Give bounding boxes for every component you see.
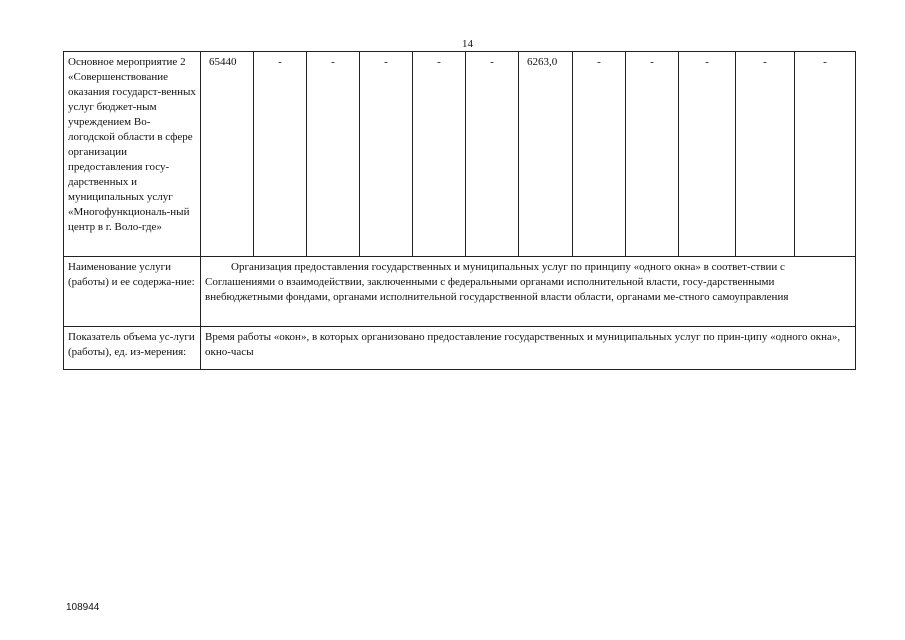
- value-cell: -: [307, 52, 360, 257]
- value-cell: -: [736, 52, 795, 257]
- table-row-volume-indicator: [64, 327, 856, 370]
- service-name-text: Организация предоставления государственных и муниципальных услуг по принципу «одного окна» в соответ-ствии с Соглашениями о взаимодействии, заключенными с федеральными органами исполнительной власти, госу-дарственными внебюджетными фондами, органами исполнительной государственной власти области, органами ме-стного самоуправления: [201, 257, 856, 327]
- document-code: 108944: [66, 602, 100, 613]
- program-table: [63, 51, 856, 370]
- service-name-label: Наименование услуги (работы) и ее содержа-ние:: [64, 257, 201, 327]
- table-row-service-name: [64, 257, 856, 327]
- volume-indicator-text: Время работы «окон», в которых организовано предоставление государственных и муниципальных услуг по прин-ципу «одного окна», окно-часы: [201, 327, 856, 370]
- table-row-main-activity: [64, 52, 856, 257]
- volume-indicator-label: Показатель объема ус-луги (работы), ед. из-мерения:: [64, 327, 201, 370]
- value-cell: -: [626, 52, 679, 257]
- main-activity-label: Основное мероприятие 2 «Совершенствование оказания государст-венных услуг бюджет-ным учреждением Во-логодской области в сфере организации предоставления госу-дарственных и муниципальных услуг «Многофункциональ-ный центр в г. Воло-где»: [64, 52, 201, 257]
- value-cell: 65440: [201, 52, 254, 257]
- value-cell: 6263,0: [519, 52, 573, 257]
- value-cell: -: [466, 52, 519, 257]
- value-cell: -: [254, 52, 307, 257]
- page-number: 14: [462, 38, 473, 50]
- value-cell: -: [679, 52, 736, 257]
- value-cell: -: [360, 52, 413, 257]
- value-cell: -: [413, 52, 466, 257]
- value-cell: -: [573, 52, 626, 257]
- value-cell: -: [795, 52, 856, 257]
